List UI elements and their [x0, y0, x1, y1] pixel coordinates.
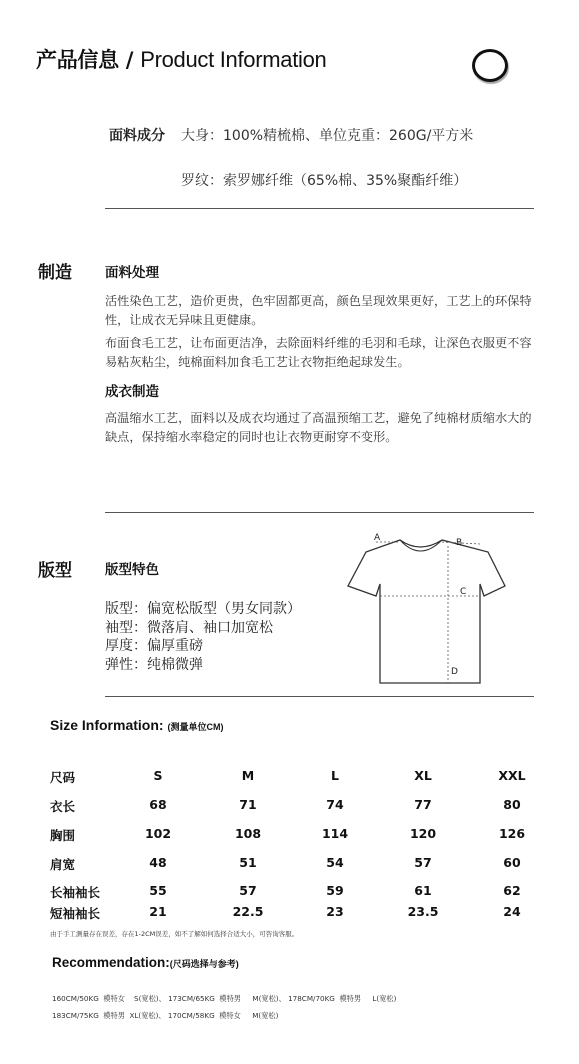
- tshirt-neckline: [400, 540, 442, 551]
- size-cell: 23.5: [407, 904, 439, 919]
- title-en: Product Information: [140, 47, 327, 72]
- divider: [105, 696, 534, 697]
- size-cell: 77: [414, 797, 432, 812]
- size-table-header: 尺码: [50, 770, 76, 785]
- size-row-label: 胸围: [50, 828, 76, 843]
- size-col-header: XXL: [498, 768, 526, 783]
- divider: [105, 208, 534, 209]
- fit-item: 弹性：纯棉微弹: [105, 656, 203, 673]
- fabric-treatment-para-2: 布面食毛工艺，让布面更洁净，去除面料纤维的毛羽和毛球，让深色衣服更不容易粘灰粘尘，纯棉面料加食毛工艺让衣物拒绝起球发生。: [105, 336, 532, 369]
- size-cell: 74: [326, 797, 344, 812]
- tshirt-outline: [348, 540, 505, 683]
- garment-para: 高温缩水工艺，面料以及成衣均通过了高温预缩工艺，避免了纯棉材质缩水大的缺点，保持缩水率稳定的同时也让衣物更耐穿不变形。: [105, 411, 532, 444]
- size-row-label: 长袖袖长: [50, 885, 101, 900]
- size-cell: 126: [498, 826, 526, 841]
- fabric-main: 大身：100%精梳棉、单位克重：260G/平方米: [181, 128, 474, 144]
- size-col-header: L: [331, 768, 339, 783]
- divider: [105, 512, 534, 513]
- size-cell: 22.5: [232, 904, 264, 919]
- size-cell: 24: [503, 904, 521, 919]
- fabric-treatment-para-1: 活性染色工艺，造价更贵，色牢固都更高，颜色呈现效果更好，工艺上的环保特性，让成衣无异味且更健康。: [105, 294, 532, 327]
- size-cell: 23: [326, 904, 344, 919]
- recommendation-title: [52, 955, 239, 970]
- size-cell: 59: [326, 883, 344, 898]
- size-cell: 55: [149, 883, 167, 898]
- size-col-header: S: [153, 768, 163, 783]
- size-row-label: 短袖袖长: [50, 906, 101, 921]
- size-row-label: 衣长: [50, 799, 76, 814]
- fit-item: 厚度：偏厚重磅: [105, 638, 203, 654]
- recommendation-line: 160CM/50KG 模特女 S(宽松)、 173CM/65KG 模特男 M(宽松)、 178CM/70KG 模特男 L(宽松): [52, 994, 397, 1003]
- fit-item: 版型：偏宽松版型（男女同款）: [105, 601, 301, 617]
- size-title: [50, 717, 223, 733]
- fabric-treatment-title: 面料处理: [105, 265, 159, 281]
- fabric-rib: 罗纹：索罗娜纤维（65%棉、35%聚酯纤维）: [181, 173, 468, 189]
- size-unit: (测量单位CM): [167, 722, 224, 732]
- size-cell: 102: [144, 826, 172, 841]
- size-note: 由于手工测量存在误差，存在1-2CM误差，如不了解如何选择合适大小，可咨询客服。: [50, 930, 299, 938]
- size-cell: 21: [149, 904, 167, 919]
- size-cell: 61: [414, 883, 432, 898]
- fit-item: 袖型：微落肩、袖口加宽松: [105, 619, 273, 636]
- size-cell: 54: [326, 855, 344, 870]
- size-cell: 62: [503, 883, 521, 898]
- page-title: [36, 44, 327, 74]
- section-manufacturing-title: 制造: [38, 263, 72, 283]
- size-title-text: Size Information:: [50, 717, 164, 733]
- size-col-header: XL: [414, 768, 432, 783]
- fabric-label: 面料成分: [109, 128, 165, 144]
- garment-title: 成衣制造: [105, 384, 159, 400]
- circle-icon: [472, 49, 508, 82]
- fit-list: [105, 600, 301, 674]
- size-cell: 68: [149, 797, 167, 812]
- label-d: D: [451, 667, 458, 677]
- size-cell: 57: [414, 855, 432, 870]
- size-cell: 60: [503, 855, 521, 870]
- recommendation-title-text: Recommendation:: [52, 955, 170, 970]
- label-c: C: [460, 587, 467, 597]
- size-cell: 108: [234, 826, 262, 841]
- tshirt-diagram: [340, 528, 520, 688]
- fit-subtitle: 版型特色: [105, 562, 159, 578]
- size-col-header: M: [241, 768, 255, 783]
- section-fit-title: 版型: [38, 561, 72, 581]
- size-cell: 48: [149, 855, 167, 870]
- size-row-label: 肩宽: [50, 857, 76, 872]
- size-cell: 114: [321, 826, 349, 841]
- size-cell: 51: [239, 855, 257, 870]
- recommendation-line: 183CM/75KG 模特男 XL(宽松)、 170CM/58KG 模特女 M(宽松): [52, 1011, 279, 1020]
- label-a: A: [374, 533, 381, 543]
- title-cn: 产品信息 /: [36, 48, 141, 72]
- recommendation-subtitle: (尺码选择与参考): [169, 959, 239, 969]
- size-cell: 120: [409, 826, 437, 841]
- size-cell: 71: [239, 797, 257, 812]
- size-cell: 57: [239, 883, 257, 898]
- size-cell: 80: [503, 797, 521, 812]
- label-b: B: [456, 538, 463, 548]
